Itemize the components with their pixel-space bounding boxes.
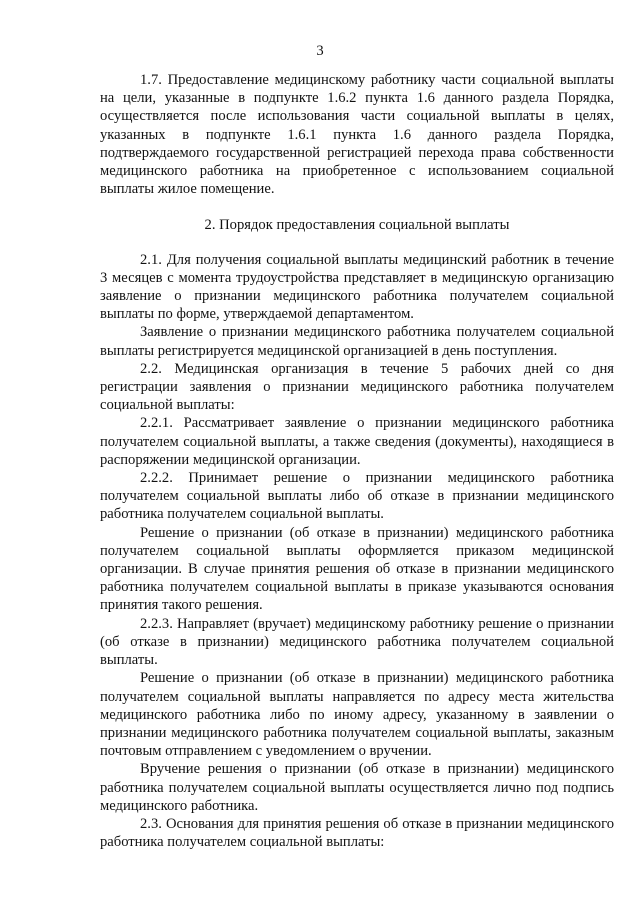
paragraph-2-2: 2.2. Медицинская организация в течение 5 рабочих дней со дня регистрации заявления о признании медицинского работника получателем социальной выплаты: xyxy=(100,360,614,414)
paragraph-decision-delivery: Вручение решения о признании (об отказе в признании) медицинского работника получателем социальной выплаты осуществляется лично под подпись медицинского работника. xyxy=(100,761,614,814)
page-number: 3 xyxy=(316,43,324,59)
paragraph-2-2-1: 2.2.1. Рассматривает заявление о признании медицинского работника получателем социальной выплаты, а также сведения (документы), находящиеся в распоряжении медицинской организации. xyxy=(100,415,614,468)
paragraph-2-2-3: 2.2.3. Направляет (вручает) медицинскому работнику решение о признании (об отказе в признании) медицинского работника получателем социальной выплаты. xyxy=(100,615,614,669)
paragraph-application-registration: Заявление о признании медицинского работника получателем социальной выплаты регистрируется медицинской организацией в день поступления. xyxy=(100,324,614,359)
paragraph-decision-order: Решение о признании (об отказе в признании) медицинского работника получателем социальной выплаты оформляется приказом медицинской организации. В случае принятия решения об отказе в признании медицинского работника получателем социальной выплаты в приказе указываются основания принятия такого решения. xyxy=(100,524,614,614)
paragraph-2-1: 2.1. Для получения социальной выплаты медицинский работник в течение 3 месяцев с момента трудоустройства представляет в медицинскую организацию заявление о признании медицинского работника получателем социальной выплаты по форме, утверждаемой департаментом. xyxy=(100,251,614,323)
paragraph-2-3: 2.3. Основания для принятия решения об отказе в признании медицинского работника получателем социальной выплаты: xyxy=(100,815,614,851)
document-body xyxy=(100,71,614,851)
paragraph-2-2-2: 2.2.2. Принимает решение о признании медицинского работника получателем социальной выплаты либо об отказе в признании медицинского работника получателем социальной выплаты. xyxy=(100,470,614,523)
section-heading: 2. Порядок предоставления социальной выплаты xyxy=(204,217,510,234)
paragraph-1-7: 1.7. Предоставление медицинскому работнику части социальной выплаты на цели, указанные в подпункте 1.6.2 пункта 1.6 данного раздела Порядка, осуществляется после использования части социальной выплаты в целях, указанных в подпункте 1.6.1 пункта 1.6 данного раздела Порядка, подтверждаемого государственной регистрацией перехода права собственности медицинского работника на приобретенное с использованием социальной выплаты жилое помещение. xyxy=(100,72,614,198)
paragraph-decision-mailing: Решение о признании (об отказе в признании) медицинского работника получателем социальной выплаты направляется по адресу места жительства медицинского работника либо по иному адресу, указанному в заявлении о признании медицинского работника получателем социальной выплаты, заказным почтовым отправлением с уведомлением о вручении. xyxy=(100,670,614,760)
